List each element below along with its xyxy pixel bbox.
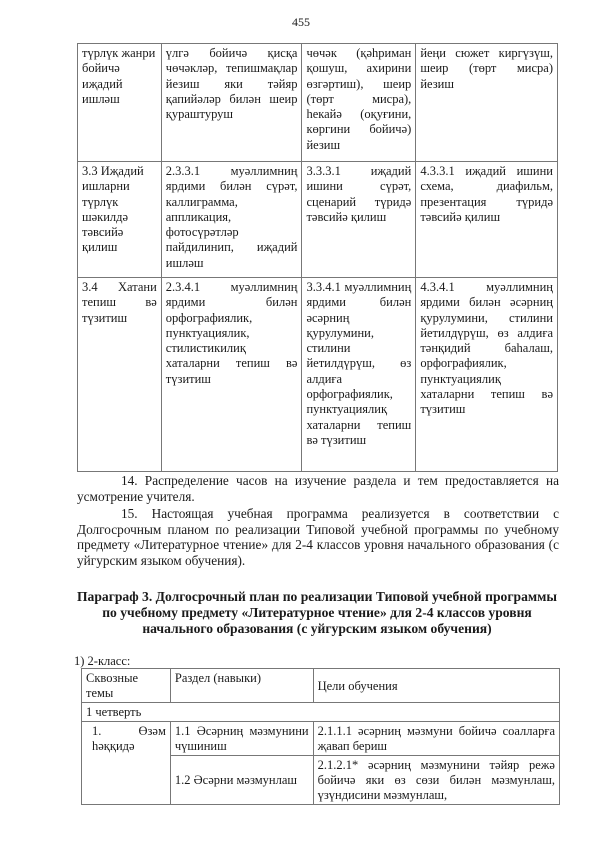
table-row — [78, 162, 558, 278]
table-cell-grade3: 3.3.3.1 иҗадий ишини сүрәт, сценарий түридә тәвсийә қилиш — [302, 162, 416, 278]
table-row — [78, 44, 558, 162]
section-cell: 1.1 Әсәрниң мәзмунини чүшиниш — [170, 722, 313, 756]
goal-cell: 2.1.2.1* әсәрниң мәзмунини тәйяр режә бойичә яки өз сөзи билән мәзмунлаш, үзүндисини мәзмунлаш, — [313, 756, 559, 805]
table-cell-grade3: 3.3.4.1 муәллимниң ярдими билән әсәрниң қурулумини, стилини йетилдүрүш, өз алдиға орфографиялик, пунктуациялиқ хаталарни тепиш вә түзитиш — [302, 278, 416, 472]
theme-cell: 1. Өзәм һәққидә — [82, 722, 171, 805]
table-cell-grade2: үлгә бойичә қисқа чөчәкләр, тепишмақлар йезиш яки тәйяр қапийәләр билән шеир қураштуруш — [161, 44, 302, 162]
table-cell-grade4: 4.3.4.1 муәллимниң ярдими билән әсәрниң қурулумини, стилини йетилдүрүш, өз алдиға тәнқидий баһалаш, орфографиялик, пунктуациялиқ хаталарни тепиш вә түзитиш — [416, 278, 558, 472]
learning-goals-table — [77, 43, 558, 472]
section-heading: Параграф 3. Долгосрочный план по реализации Типовой учебной программы по учебному предмету «Литературное чтение» для 2-4 классов уровня начального образования (с уйгурским языком обучения) — [76, 589, 558, 636]
table-cell-grade4: йеңи сюжет киргүзүш, шеир (төрт мисра) йезиш — [416, 44, 558, 162]
section-cell: 1.2 Әсәрни мәзмунлаш — [170, 756, 313, 805]
page-number: 455 — [292, 15, 310, 29]
table-row — [82, 722, 560, 756]
table-cell-section: 3.4 Хатани тепиш вә түзитиш — [78, 278, 162, 472]
table-header-row — [82, 669, 560, 703]
table-cell-grade2: 2.3.3.1 муәллимниң ярдими билән сүрәт, каллиграмма, аппликация, фотосүрәтләр пайдилинип, иҗадий ишләш — [161, 162, 302, 278]
grade-label: 1) 2-класс: — [74, 654, 131, 668]
paragraph-15: 15. Настоящая учебная программа реализуется в соответствии с Долгосрочным планом по реализации Типовой учебной программы по учебному предмету «Литературное чтение» для 2-4 классов уровня начального образования (с уйгурским языком обучения). — [77, 506, 559, 568]
table-cell-grade3: чөчәк (қәһриман қошуш, ахирини өзгәртиш), шеир (төрт мисра), һекайә (оқуғини, көргини бойичә) йезиш — [302, 44, 416, 162]
table-cell-grade4: 4.3.3.1 иҗадий ишини схема, диафильм, презентация түридә тәвсийә қилиш — [416, 162, 558, 278]
table-cell-section: түрлүк жанри бойичә иҗадий ишләш — [78, 44, 162, 162]
header-section: Раздел (навыки) — [170, 669, 313, 703]
paragraph-14: 14. Распределение часов на изучение раздела и тем предоставляется на усмотрение учителя. — [77, 473, 559, 504]
goal-cell: 2.1.1.1 әсәрниң мәзмуни бойичә соалларға җавап бериш — [313, 722, 559, 756]
table-cell-section: 3.3 Иҗадий ишларни түрлүк шәкилдә тәвсийә қилиш — [78, 162, 162, 278]
header-learning-goals: Цели обучения — [313, 669, 559, 703]
quarter-label: 1 четверть — [82, 703, 560, 722]
header-cross-cutting-themes: Сквозные темы — [82, 669, 171, 703]
table-cell-grade2: 2.3.4.1 муәллимниң ярдими билән орфографиялик, пунктуациялик, стилистикилиқ хаталарни тепиш вә түзитиш — [161, 278, 302, 472]
quarter-row — [82, 703, 560, 722]
table-row — [78, 278, 558, 472]
long-term-plan-table — [81, 668, 560, 805]
